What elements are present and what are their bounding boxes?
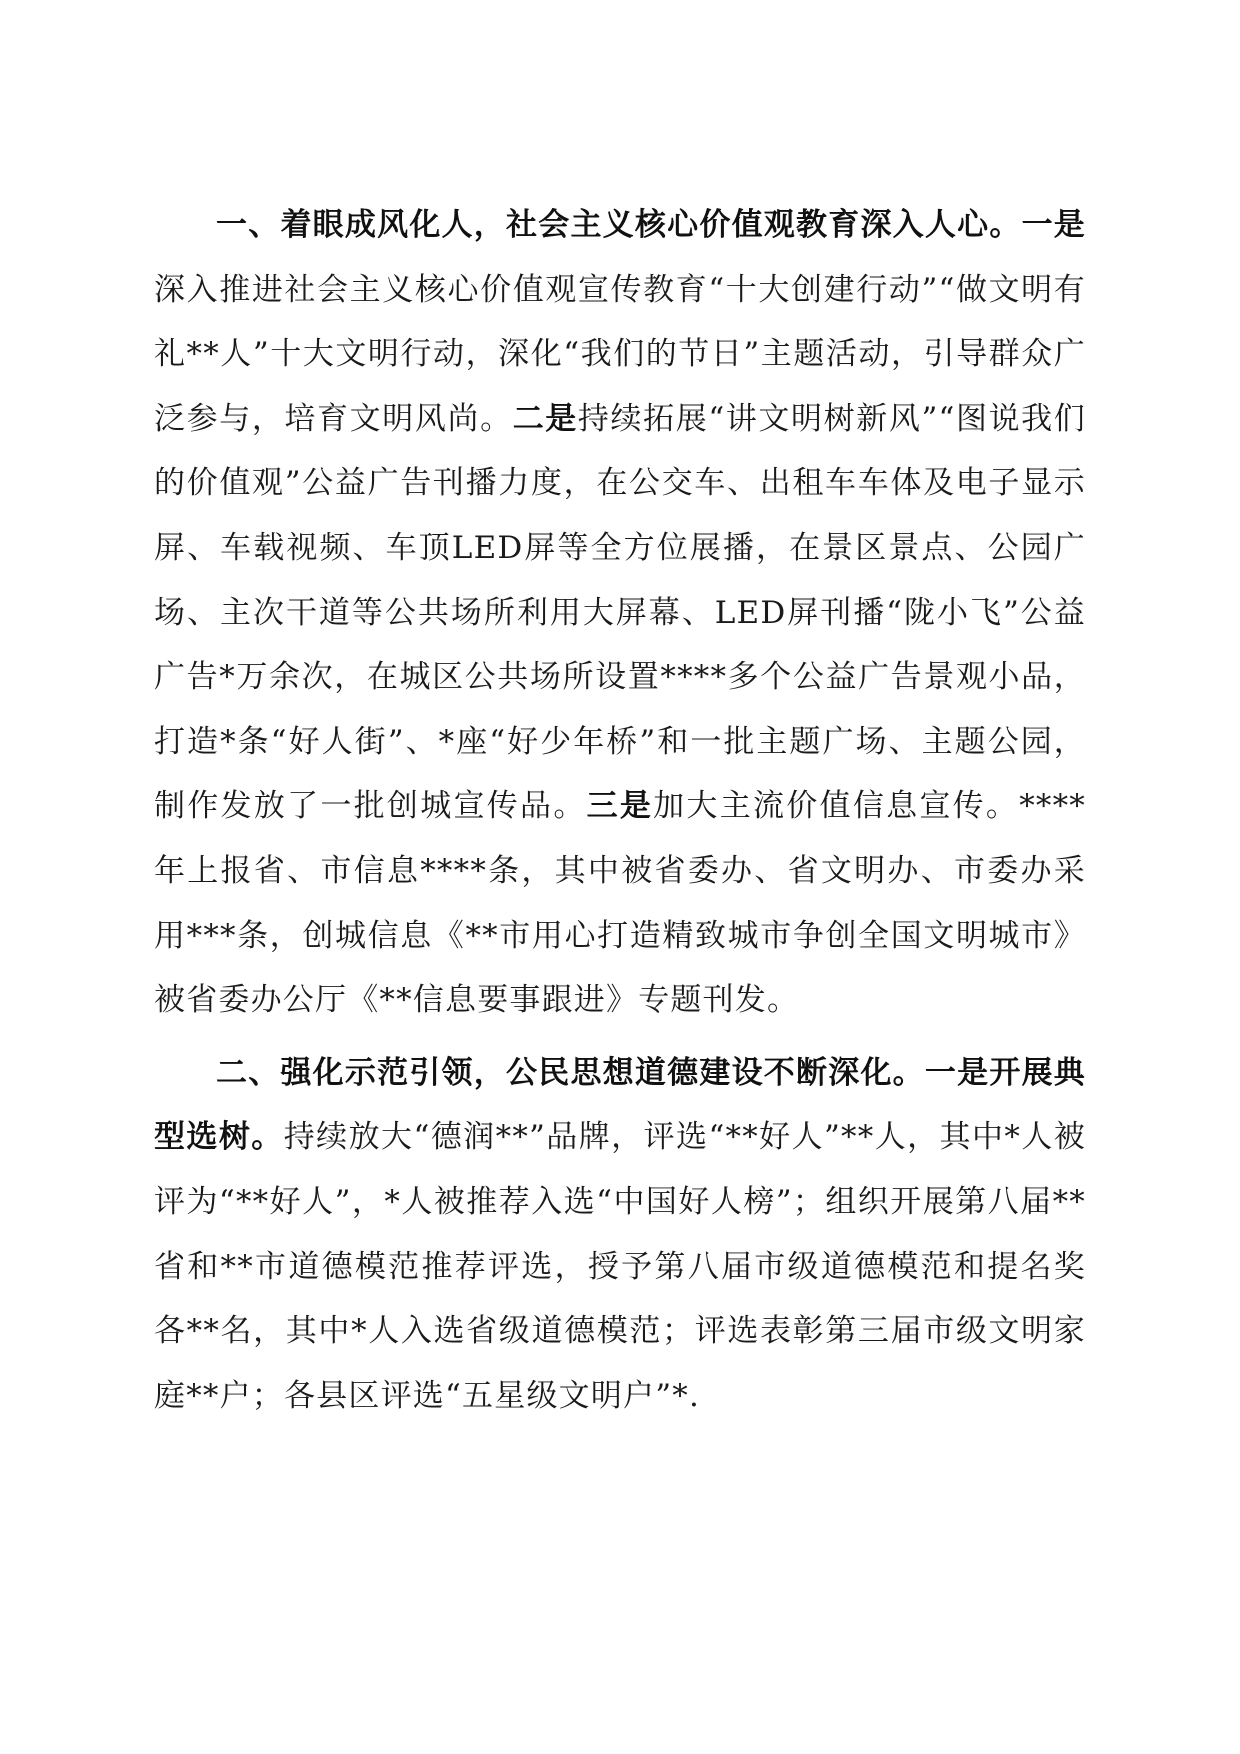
paragraph-2 (154, 1041, 1086, 1429)
section-1-text-c: 加大主流价值信息宣传。****年上报省、市信息****条，其中被省委办、省文明办、市委办采用***条，创城信息《**市用心打造精致城市争创全国文明城市》被省委办公厅《**信息要事跟进》专题刊发。 (154, 788, 1086, 1019)
section-1-text-b: 持续拓展“讲文明树新风”“图说我们的价值观”公益广告刊播力度，在公交车、出租车车体及电子显示屏、车载视频、车顶LED屏等全方位展播，在景区景点、公园广场、主次干道等公共场所利用大屏幕、LED屏刊播“陇小飞”公益广告*万余次，在城区公共场所设置****多个公益广告景观小品，打造*条“好人街”、*座“好少年桥”和一批主题广场、主题公园，制作发放了一批创城宣传品。 (154, 400, 1086, 825)
paragraph-1 (154, 193, 1086, 1033)
document-body (154, 193, 1086, 1428)
section-2-text-a: 持续放大“德润**”品牌，评选“**好人”**人，其中*人被评为“**好人”，*人被推荐入选“中国好人榜”；组织开展第八届**省和**市道德模范推荐评选，授予第八届市级道德模范和提名奖各**名，其中*人入选省级道德模范；评选表彰第三届市级文明家庭**户；各县区评选“五星级文明户”*. (154, 1119, 1086, 1414)
section-1-point-2-label: 二是 (512, 400, 578, 437)
section-1-point-3-label: 三是 (586, 788, 654, 825)
section-1-text-a: 深入推进社会主义核心价值观宣传教育“十大创建行动”“做文明有礼**人”十大文明行动，深化“我们的节日”主题活动，引导群众广泛参与，培育文明风尚。 (154, 271, 1086, 437)
section-1-heading: 一、着眼成风化人，社会主义核心价值观教育深入人心。一是 (216, 207, 1086, 243)
section-2-heading: 二、强化示范引领，公民思想道德建设不断深化。一是开展典型选树。 (154, 1054, 1086, 1156)
